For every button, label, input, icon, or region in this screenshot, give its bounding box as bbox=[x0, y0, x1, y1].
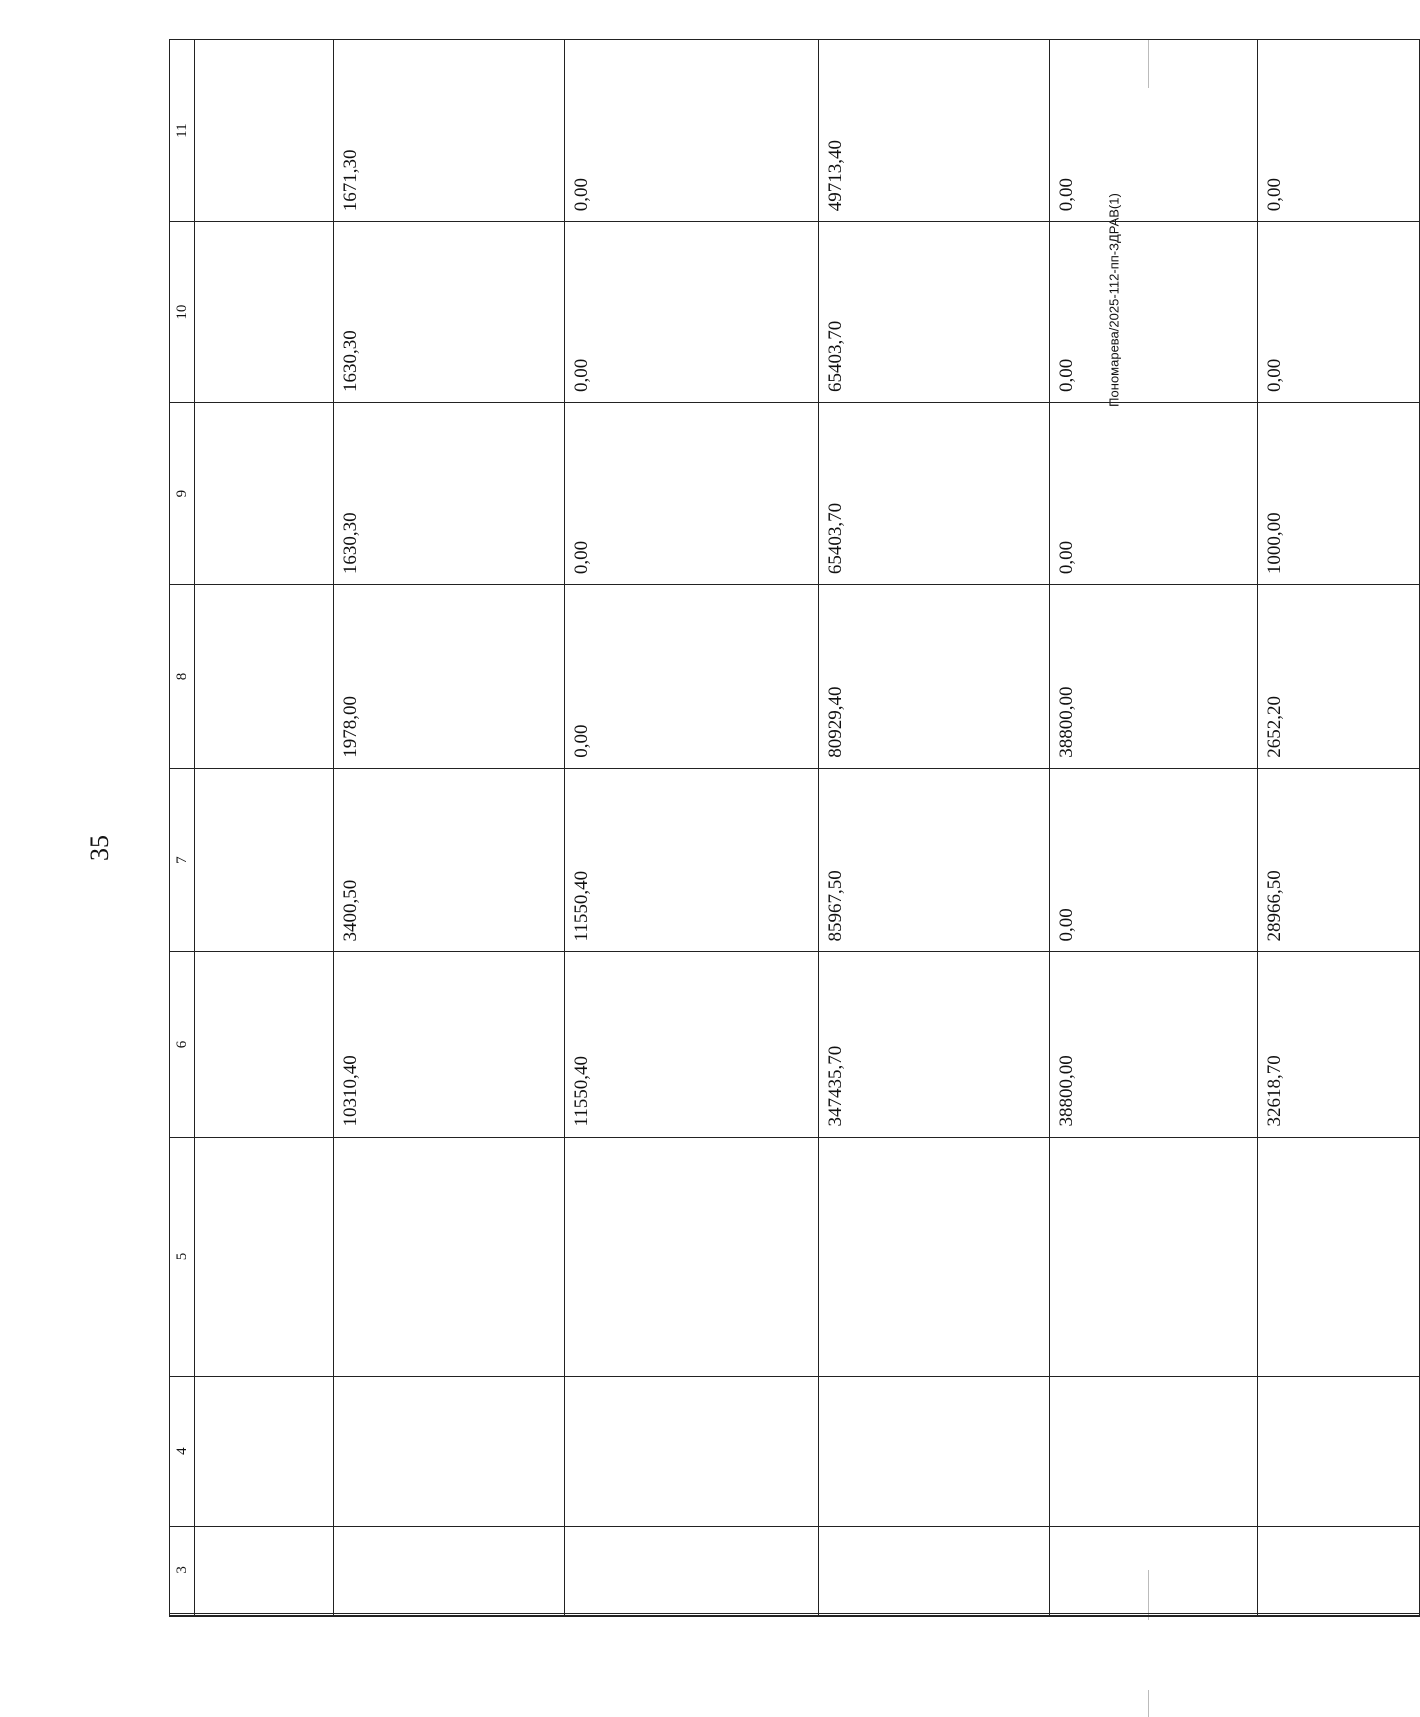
value-cell: 0,00 bbox=[1050, 222, 1258, 403]
col-number: 3 bbox=[170, 1526, 195, 1613]
value-cell: 2652,20 bbox=[1258, 585, 1420, 769]
table-row bbox=[195, 40, 334, 1617]
value-cell: 1000,00 bbox=[1258, 402, 1420, 584]
value-cell: 0,00 bbox=[1050, 768, 1258, 952]
value-cell: 10310,40 bbox=[334, 952, 565, 1137]
value-cell: 32618,70 bbox=[1258, 952, 1420, 1137]
table-cell bbox=[334, 1137, 565, 1376]
value-cell: 0,00 bbox=[565, 402, 819, 584]
table-cell bbox=[1050, 1376, 1258, 1526]
value-cell: 0,00 bbox=[1050, 40, 1258, 222]
table-cell bbox=[1258, 1137, 1420, 1376]
value-cell bbox=[195, 402, 334, 584]
table-cell bbox=[195, 1376, 334, 1526]
budget-table bbox=[169, 39, 1420, 1617]
value-cell: 11550,40 bbox=[565, 952, 819, 1137]
table-cell bbox=[819, 1526, 1050, 1613]
table-cell bbox=[565, 1526, 819, 1613]
col-number: 9 bbox=[170, 402, 195, 584]
col-number bbox=[170, 1615, 195, 1616]
table-row bbox=[565, 40, 819, 1617]
table-cell bbox=[195, 1137, 334, 1376]
page-number: 35 bbox=[85, 835, 114, 861]
value-cell: 0,00 bbox=[1050, 402, 1258, 584]
value-cell: 49713,40 bbox=[819, 40, 1050, 222]
organization-cell bbox=[1258, 1614, 1420, 1615]
col-number: 10 bbox=[170, 222, 195, 403]
value-cell: 0,00 bbox=[565, 222, 819, 403]
table-cell bbox=[1050, 1526, 1258, 1613]
col-number: 5 bbox=[170, 1137, 195, 1376]
organization-cell bbox=[565, 1614, 819, 1615]
table-cell bbox=[195, 1615, 1420, 1616]
value-cell: 3400,50 bbox=[334, 768, 565, 952]
table-cell bbox=[819, 1376, 1050, 1526]
value-cell: 38800,00 bbox=[1050, 952, 1258, 1137]
value-cell: 347435,70 bbox=[819, 952, 1050, 1137]
table-cell bbox=[819, 1137, 1050, 1376]
table-cell bbox=[1050, 1137, 1258, 1376]
col-number: 4 bbox=[170, 1376, 195, 1526]
value-cell: 1630,30 bbox=[334, 222, 565, 403]
value-cell bbox=[195, 768, 334, 952]
table-cell bbox=[565, 1137, 819, 1376]
value-cell: 1671,30 bbox=[334, 40, 565, 222]
organization-cell bbox=[334, 1614, 565, 1615]
value-cell bbox=[195, 585, 334, 769]
column-number-row bbox=[170, 40, 195, 1617]
organization-cell bbox=[1050, 1614, 1258, 1615]
col-number: 6 bbox=[170, 952, 195, 1137]
organization-cell bbox=[195, 1614, 334, 1615]
value-cell bbox=[195, 222, 334, 403]
value-cell: 1978,00 bbox=[334, 585, 565, 769]
col-number: 8 bbox=[170, 585, 195, 769]
value-cell: 65403,70 bbox=[819, 222, 1050, 403]
value-cell bbox=[195, 40, 334, 222]
col-number: 11 bbox=[170, 40, 195, 222]
value-cell: 38800,00 bbox=[1050, 585, 1258, 769]
table-cell bbox=[195, 1526, 334, 1613]
table-row bbox=[1258, 40, 1420, 1617]
value-cell: 65403,70 bbox=[819, 402, 1050, 584]
value-cell: 11550,40 bbox=[565, 768, 819, 952]
table-cell bbox=[1258, 1376, 1420, 1526]
table-row bbox=[819, 40, 1050, 1617]
table-cell bbox=[565, 1376, 819, 1526]
table-row bbox=[334, 40, 565, 1617]
value-cell: 28966,50 bbox=[1258, 768, 1420, 952]
value-cell: 80929,40 bbox=[819, 585, 1050, 769]
footer-code-text: Пономарева/2025-112-пп-ЗДРАВ(1) bbox=[1106, 193, 1122, 407]
table-row bbox=[1050, 40, 1258, 1617]
value-cell: 85967,50 bbox=[819, 768, 1050, 952]
scan-margin-mark bbox=[1148, 1690, 1149, 1717]
table-body bbox=[170, 40, 1420, 1617]
table-cell bbox=[334, 1376, 565, 1526]
value-cell: 0,00 bbox=[565, 40, 819, 222]
value-cell bbox=[195, 952, 334, 1137]
value-cell: 0,00 bbox=[1258, 40, 1420, 222]
col-number: 7 bbox=[170, 768, 195, 952]
value-cell: 0,00 bbox=[1258, 222, 1420, 403]
table-cell bbox=[334, 1526, 565, 1613]
value-cell: 1630,30 bbox=[334, 402, 565, 584]
organization-cell bbox=[819, 1614, 1050, 1615]
table-cell bbox=[1258, 1526, 1420, 1613]
value-cell: 0,00 bbox=[565, 585, 819, 769]
